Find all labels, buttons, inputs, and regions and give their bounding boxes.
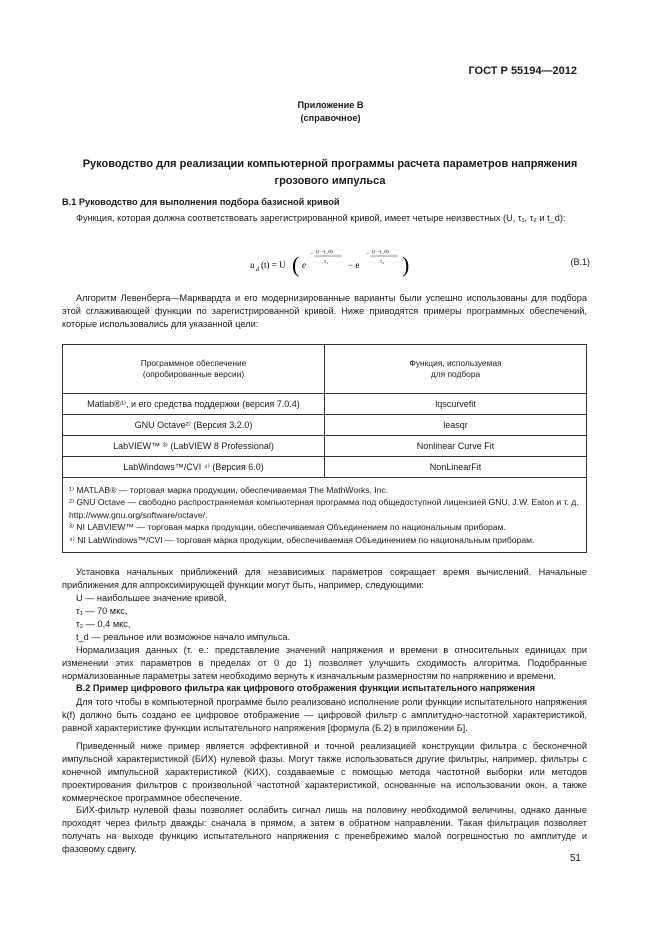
header-software: Программное обеспечение (опробированные версии) bbox=[63, 345, 325, 394]
title-line1: Руководство для реализации компьютерной программы расчета параметров напряжения bbox=[82, 158, 578, 170]
table-row bbox=[63, 457, 587, 478]
svg-text:e: e bbox=[302, 260, 306, 270]
cell-function: leasqr bbox=[325, 415, 587, 436]
footnote-2: ²⁾ GNU Octave — свободно распространяемая компьютерная программа под общедоступной лицензией GNU, J.W. Eaton и т. д. http://www.gnu.org/software/octave/. bbox=[69, 497, 579, 520]
initial-approx-paragraph: Установка начальных приближений для независимых параметров сокращает время вычислений. Начальные приближения для аппроксимирующей функции могут быть, например, следующими: bbox=[62, 567, 587, 591]
appendix-line1: Приложение В bbox=[297, 100, 364, 110]
footnote-3: ³⁾ NI LABVIEW™ — торговая марка продукции, обеспечиваемая Объединением по национальным приборам. bbox=[69, 522, 506, 533]
section-b1-paragraph: Алгоритм Левенберга—Марквардта и его модернизированные варианты были успешно использованы для подбора этой сглаживающей функции по зарегистрированной кривой. Ниже приводятся примеры программных обеспечений, которые использовались для указанной цели: bbox=[62, 293, 587, 330]
cell-software: LabVIEW™ ³⁾ (LabVIEW 8 Professional) bbox=[63, 436, 325, 457]
software-table bbox=[62, 344, 587, 553]
section-b1-intro: Функция, которая должна соответствовать зарегистрированной кривой, имеет четыре неизвестных (U, τ₁, τ₂ и t_d): bbox=[76, 213, 566, 223]
header-function: Функция, используемая для подбора bbox=[325, 345, 587, 394]
svg-text:d: d bbox=[256, 267, 259, 273]
cell-software: GNU Octave²⁾ (Версия 3.2.0) bbox=[63, 415, 325, 436]
appendix-label bbox=[0, 99, 661, 125]
formula-b1 bbox=[250, 244, 590, 284]
section-b2-paragraph-2: Приведенный ниже пример является эффективной и точной реализацией конструкции фильтра с бесконечной импульсной характеристикой (БИХ) нулевой фазы. Могут также использоваться другие фильтры, например, фильтры с конечной импульсной характеристикой (КИХ), создаваемые с помощью метода частотной выборки или методов проектирования фильтров с произвольной частотной характеристикой, основанные на использовании окон, а также коммерческое программное обеспечение. bbox=[62, 741, 587, 804]
table-footnotes bbox=[63, 478, 587, 553]
list-item: U — наибольшее значение кривой, bbox=[76, 593, 227, 603]
appendix-line2: (справочное) bbox=[300, 112, 361, 123]
svg-text:(t −t_d): (t −t_d) bbox=[372, 249, 389, 255]
svg-text:(t) = U: (t) = U bbox=[261, 260, 286, 270]
normalization-paragraph: Нормализация данных (т. е.: представление значений напряжения и времени в относительных единицах при изменении этих параметров в пределах от 0 до 1) позволяет улучшить сходимость алгоритма. Подобранные нормализованные параметры затем необходимо вернуть к изначальным размерностям по напряжению и времени. bbox=[62, 645, 587, 682]
title-line2: грозового импульса bbox=[274, 174, 386, 187]
table-row bbox=[63, 415, 587, 436]
svg-text:τ₂: τ₂ bbox=[380, 259, 385, 265]
svg-text:(: ( bbox=[292, 252, 300, 277]
footnote-4: ⁴⁾ NI LabWindows™/CVI — торговая марка продукции, обеспечиваемая Объединением по национальным приборам. bbox=[69, 534, 535, 545]
footnote-1: ¹⁾ MATLAB® — торговая марка продукции, обеспечиваемая The MathWorks, Inc. bbox=[69, 485, 389, 495]
cell-function: NonLinearFit bbox=[325, 457, 587, 478]
list-item: τ₂ — 0,4 мкс, bbox=[76, 619, 131, 630]
svg-text:): ) bbox=[402, 252, 410, 277]
svg-text:τ₁: τ₁ bbox=[324, 259, 329, 265]
table-header-row bbox=[63, 345, 587, 394]
list-item: t_d — реальное или возможное начало импульса. bbox=[76, 632, 291, 643]
formula-graphic bbox=[250, 244, 500, 284]
page-number: 51 bbox=[569, 853, 581, 864]
section-b2-paragraph-1: Для того чтобы в компьютерной программе было реализовано исполнение роли функции испытательного напряжения k(f) должно быть создано ее цифровое отображение — цифровой фильтр с амплитудно-частотной характеристикой, равной характеристике функции испытательного напряжения [формула (Б.2) в приложении Б]. bbox=[62, 697, 587, 734]
document-title bbox=[50, 156, 610, 189]
cell-software: Matlab®¹⁾, и его средства поддержки (версия 7.0.4) bbox=[63, 394, 325, 415]
svg-text:u: u bbox=[250, 260, 255, 270]
svg-text:− e: − e bbox=[348, 260, 360, 270]
section-b1-heading: В.1 Руководство для выполнения подбора базисной кривой bbox=[62, 197, 340, 207]
svg-text:(t −t_d): (t −t_d) bbox=[316, 249, 333, 255]
section-b2-paragraph-3: БИХ-фильтр нулевой фазы позволяет ослабить сигнал лишь на половину необходимой величины, однако данные проходят через фильтр дважды: сначала в прямом, а затем в обратном направлении. Такая фильтрация позволяет получать на выходе функцию испытательного напряжения с пренебрежимо малой погрешностью по амплитуде и фазовому сдвигу. bbox=[62, 805, 587, 855]
table-row bbox=[63, 394, 587, 415]
table-row bbox=[63, 436, 587, 457]
cell-software: LabWindows™/CVI ⁴⁾ (Версия 6.0) bbox=[63, 457, 325, 478]
table-footnotes-row bbox=[63, 478, 587, 553]
section-b2-heading: В.2 Пример цифрового фильтра как цифрового отображения функции испытательного напряжения bbox=[76, 683, 535, 693]
svg-text:−: − bbox=[366, 251, 370, 257]
formula-number: (В.1) bbox=[570, 257, 590, 267]
svg-text:−: − bbox=[310, 251, 314, 257]
cell-function: Nonlinear Curve Fit bbox=[325, 436, 587, 457]
cell-function: lqscurvefit bbox=[325, 394, 587, 415]
standard-number: ГОСТ Р 55194—2012 bbox=[468, 65, 577, 77]
list-item: τ₁ — 70 мкс, bbox=[76, 606, 128, 617]
initial-approx-list bbox=[62, 592, 587, 644]
